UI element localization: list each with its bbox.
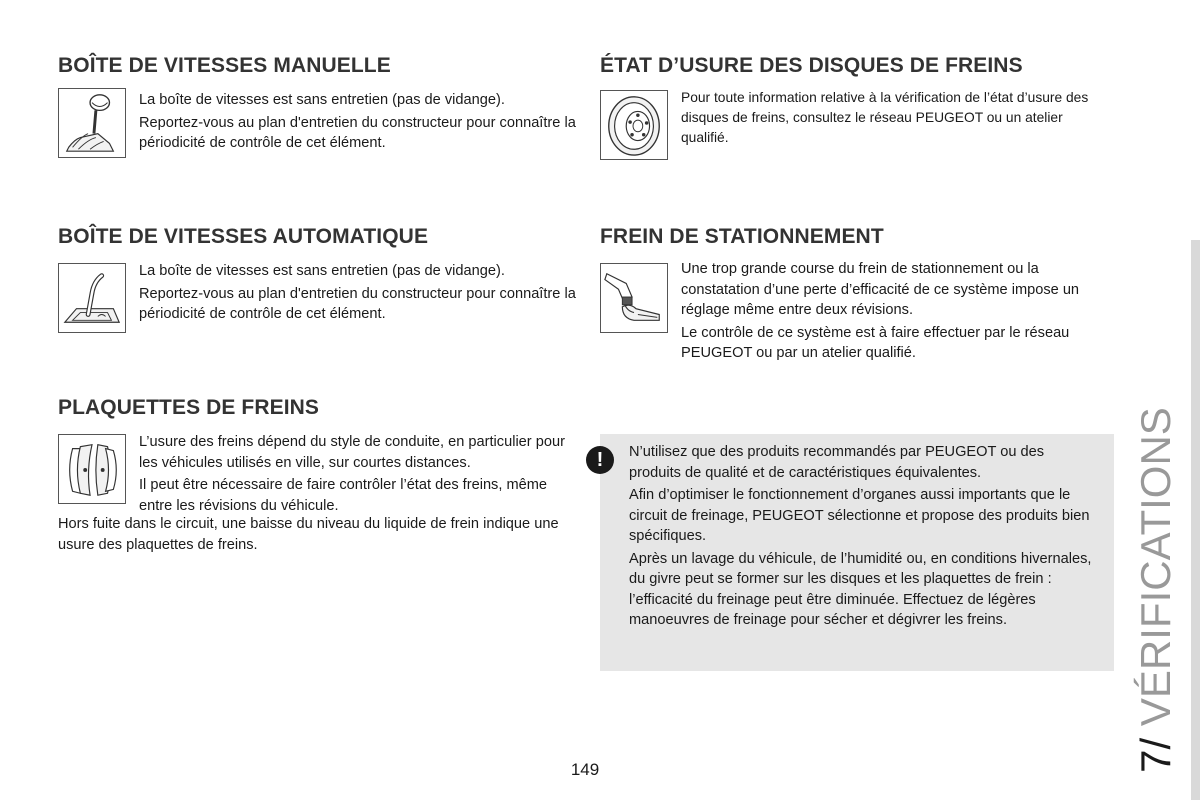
paragraph: Il peut être nécessaire de faire contrôler l’état des freins, même entre les révisions du véhicule. — [139, 477, 548, 514]
section-title: BOÎTE DE VITESSES AUTOMATIQUE — [58, 225, 429, 248]
parking-brake-text — [681, 259, 1111, 366]
parking-brake-section — [600, 225, 1120, 375]
manual-gearbox-section — [58, 54, 578, 174]
brake-fluid-text — [58, 514, 578, 557]
section-title: ÉTAT D’USURE DES DISQUES DE FREINS — [600, 54, 1023, 77]
chapter-label — [1133, 407, 1179, 773]
paragraph: Hors fuite dans le circuit, une baisse du niveau du liquide de frein indique une usure des plaquettes de freins. — [58, 516, 559, 553]
automatic-gearbox-text — [139, 261, 579, 327]
chapter-number: 7/ — [1132, 737, 1179, 773]
exclamation-icon: ! — [586, 446, 614, 474]
note-paragraph: N’utilisez que des produits recommandés par PEUGEOT ou des produits de qualité et de caractéristiques équivalentes. — [629, 444, 1045, 481]
paragraph: Le contrôle de ce système est à faire effectuer par le réseau PEUGEOT ou par un atelier qualifié. — [681, 324, 1070, 361]
paragraph: Reportez-vous au plan d'entretien du constructeur pour connaître la périodicité de contrôle de cet élément. — [139, 114, 576, 151]
paragraph: Pour toute information relative à la vérification de l’état d’usure des disques de freins, consultez le réseau PEUGEOT ou un atelier qualifié. — [681, 90, 1089, 145]
brake-pads-icon — [58, 434, 126, 504]
warning-note-text — [629, 442, 1099, 633]
section-title: FREIN DE STATIONNEMENT — [600, 225, 884, 248]
paragraph: La boîte de vitesses est sans entretien (pas de vidange). — [139, 92, 505, 108]
manual-gearbox-text — [139, 90, 579, 156]
brake-disc-icon — [600, 90, 668, 160]
note-paragraph: Après un lavage du véhicule, de l’humidité ou, en conditions hivernales, du givre peut se former sur les disques et les plaquettes de frein : l’efficacité du freinage peut être diminuée. Effectuez de légères manoeuvres de freinage pour sécher et dégivrer les freins. — [629, 550, 1092, 628]
section-title: BOÎTE DE VITESSES MANUELLE — [58, 54, 391, 77]
brake-pads-section — [58, 396, 578, 566]
paragraph: Reportez-vous au plan d'entretien du constructeur pour connaître la périodicité de contrôle de cet élément. — [139, 285, 576, 322]
section-title: PLAQUETTES DE FREINS — [58, 396, 320, 419]
paragraph: La boîte de vitesses est sans entretien (pas de vidange). — [139, 263, 505, 279]
brake-discs-text — [681, 88, 1101, 150]
brake-pads-text — [139, 432, 579, 518]
page-number: 149 — [570, 760, 600, 779]
chapter-title: VÉRIFICATIONS — [1132, 407, 1179, 727]
parking-brake-lever-icon — [600, 263, 668, 333]
paragraph: Une trop grande course du frein de stationnement ou la constatation d’une perte d’efficacité de ce système impose un réglage même entre deux révisions. — [681, 261, 1080, 318]
note-paragraph: Afin d’optimiser le fonctionnement d’organes aussi importants que le circuit de freinage, PEUGEOT sélectionne et propose des produits bien spécifiques. — [629, 487, 1090, 544]
manual-gear-lever-icon — [58, 88, 126, 158]
paragraph: L’usure des freins dépend du style de conduite, en particulier pour les véhicules utilisés en ville, sur courtes distances. — [139, 434, 565, 471]
chapter-tab — [1132, 407, 1179, 773]
chapter-side-rule — [1191, 240, 1200, 800]
automatic-gearbox-section — [58, 225, 578, 345]
brake-discs-section — [600, 54, 1120, 174]
automatic-gear-selector-icon — [58, 263, 126, 333]
